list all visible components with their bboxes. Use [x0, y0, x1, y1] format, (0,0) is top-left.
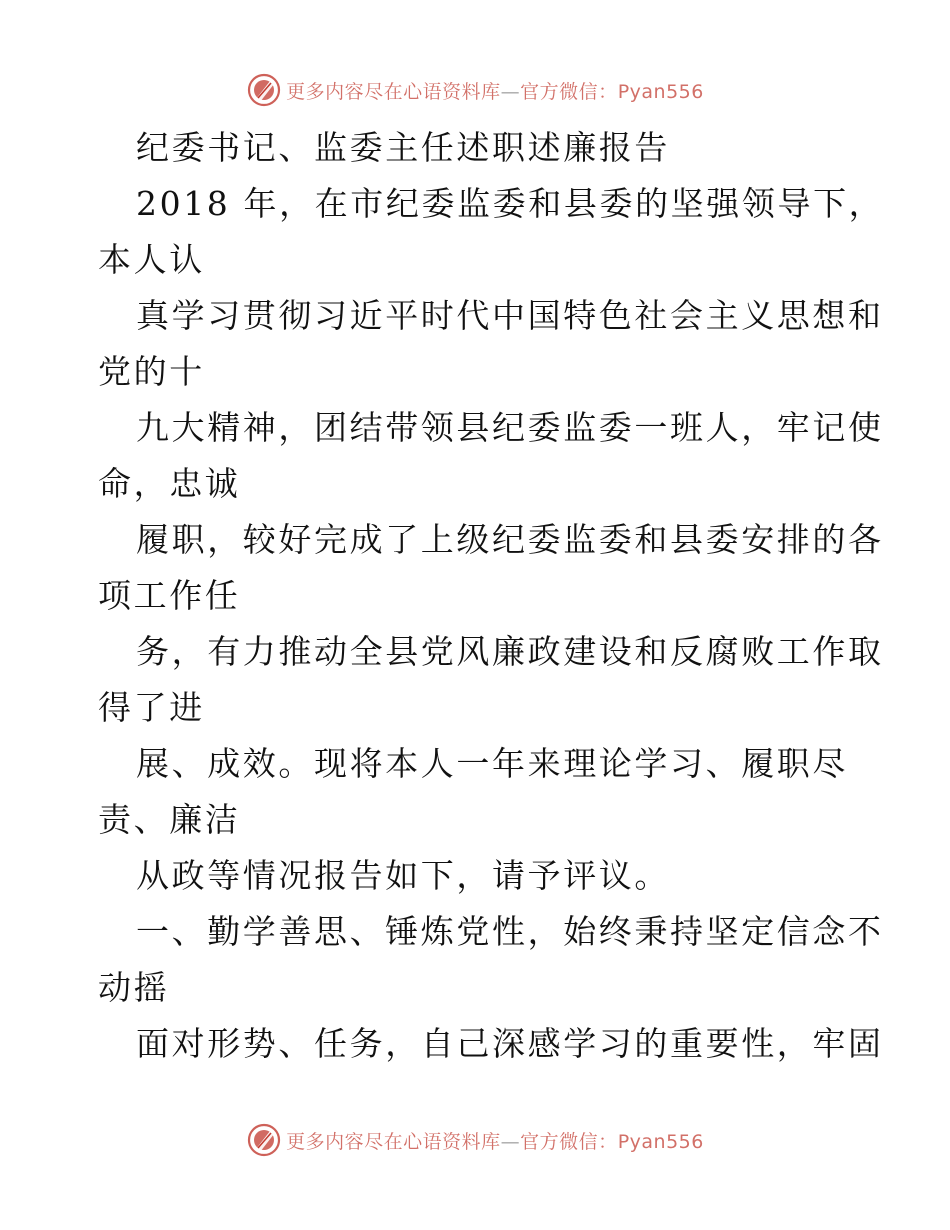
paragraph-line: 面对形势、任务，自己深感学习的重要性，牢固 [136, 1024, 884, 1063]
paragraph-line: 2018 年，在市纪委监委和县委的坚强领导下， [136, 184, 885, 223]
paragraph-line: 从政等情况报告如下，请予评议。 [136, 856, 670, 895]
watermark-footer [0, 1120, 950, 1160]
document-body [98, 120, 885, 1072]
paragraph-line: 命，忠诚 [98, 464, 241, 503]
watermark-text: 更多内容尽在心语资料库—官方微信：Pyan556 [286, 1130, 704, 1153]
paragraph-line: 真学习贯彻习近平时代中国特色社会主义思想和 [136, 296, 884, 335]
paragraph-line: 项工作任 [98, 576, 241, 615]
paragraph-line: 展、成效。现将本人一年来理论学习、履职尽 [136, 744, 848, 783]
watermark-text: 更多内容尽在心语资料库—官方微信：Pyan556 [286, 80, 704, 103]
paragraph-line: 得了进 [98, 688, 205, 727]
paragraph-line: 九大精神，团结带领县纪委监委一班人，牢记使 [136, 408, 884, 447]
pen-logo-icon [246, 1122, 282, 1158]
paragraph-line: 务，有力推动全县党风廉政建设和反腐败工作取 [136, 632, 884, 671]
paragraph-line: 责、廉洁 [98, 800, 241, 839]
section-heading-continued: 动摇 [98, 968, 170, 1007]
paragraph-line: 党的十 [98, 352, 205, 391]
watermark-header [0, 70, 950, 110]
pen-logo-icon [246, 72, 282, 108]
paragraph-line: 本人认 [98, 240, 205, 279]
document-title: 纪委书记、监委主任述职述廉报告 [136, 128, 670, 167]
paragraph-line: 履职，较好完成了上级纪委监委和县委安排的各 [136, 520, 884, 559]
section-heading: 一、勤学善思、锤炼党性，始终秉持坚定信念不 [136, 912, 884, 951]
